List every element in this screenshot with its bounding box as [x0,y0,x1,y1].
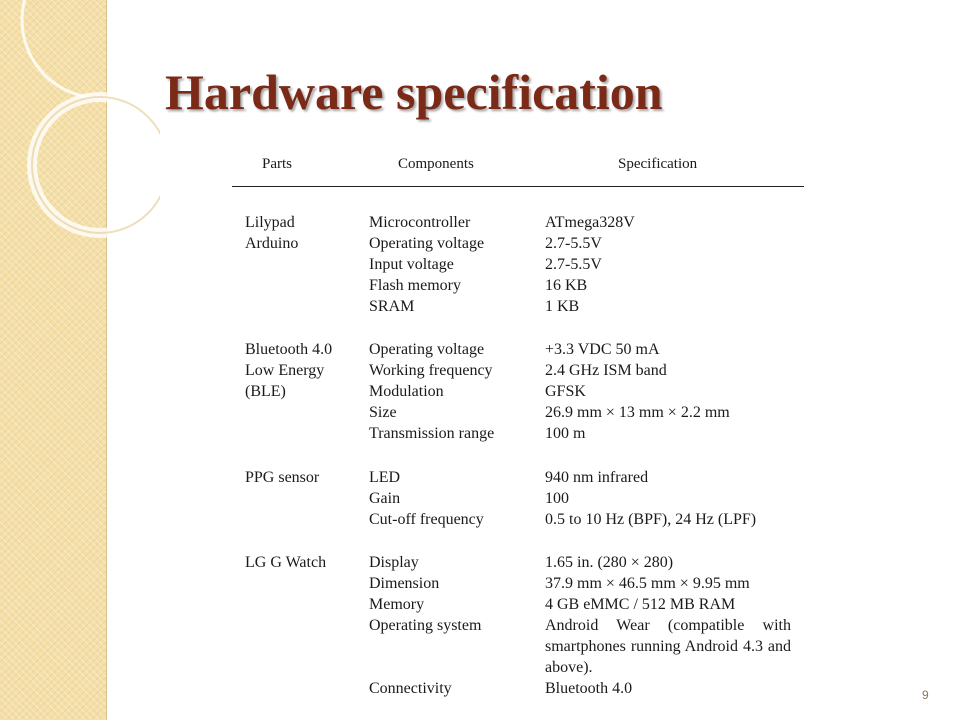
component-cell: Input voltage [369,256,454,273]
component-cell: Cut-off frequency [369,511,484,528]
component-cell: Modulation [369,383,444,400]
component-cell: Microcontroller [369,214,471,231]
component-cell: Size [369,404,397,421]
spec-cell: 0.5 to 10 Hz (BPF), 24 Hz (LPF) [545,511,757,528]
header-parts: Parts [262,156,292,172]
spec-cell: 1 KB [545,298,580,315]
spec-cell: 26.9 mm × 13 mm × 2.2 mm [545,404,730,421]
header-components: Components [398,156,474,172]
spec-cell: Bluetooth 4.0 [545,680,633,697]
spec-cell: 2.4 GHz ISM band [545,362,667,379]
component-cell: Transmission range [369,425,495,442]
spec-cell: Android Wear (compatible with smartphones running Android 4.3 and above). [545,617,791,676]
slide-title: Hardware specification [165,64,663,120]
spec-cell: GFSK [545,383,586,400]
spec-cell: +3.3 VDC 50 mA [545,341,660,358]
component-cell: Connectivity [369,680,452,697]
component-cell: Gain [369,490,401,507]
decorative-side-band [0,0,107,720]
component-cell: SRAM [369,298,415,315]
spec-cell: 100 [545,490,569,507]
spec-cell: 1.65 in. (280 × 280) [545,554,674,571]
component-cell: Dimension [369,575,440,592]
spec-cell: ATmega328V [545,214,635,231]
component-cell: Display [369,554,419,571]
part-label: (BLE) [245,383,286,400]
spec-cell: 100 m [545,425,586,442]
header-divider [232,186,804,187]
spec-cell: 16 KB [545,277,588,294]
spec-cell: 2.7-5.5V [545,235,602,252]
spec-cell: 37.9 mm × 46.5 mm × 9.95 mm [545,575,750,592]
header-specification: Specification [618,156,698,172]
component-cell: LED [369,469,401,486]
part-label: LG G Watch [245,554,327,571]
spec-table [232,148,804,708]
component-cell: Operating voltage [369,341,485,358]
part-label: PPG sensor [245,469,320,486]
page-number: 9 [922,688,929,702]
component-cell: Operating voltage [369,235,485,252]
spec-cell: 4 GB eMMC / 512 MB RAM [545,596,736,613]
component-cell: Memory [369,596,425,613]
part-label: Arduino [245,235,299,252]
component-cell: Working frequency [369,362,493,379]
component-cell: Flash memory [369,277,461,294]
part-label: Lilypad [245,214,295,231]
component-cell: Operating system [369,617,482,634]
decorative-circles-icon [0,0,160,260]
spec-cell: 2.7-5.5V [545,256,602,273]
part-label: Bluetooth 4.0 [245,341,333,358]
part-label: Low Energy [245,362,325,379]
spec-cell: 940 nm infrared [545,469,649,486]
